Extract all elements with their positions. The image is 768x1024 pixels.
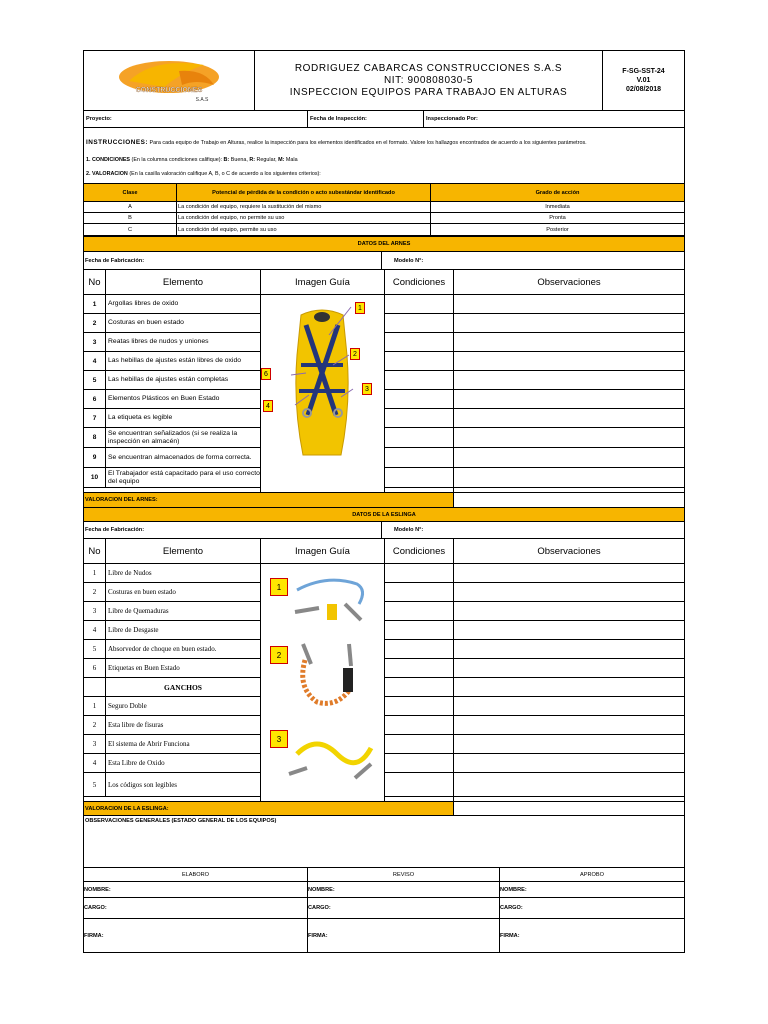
lanyard-item-number: 1: [92, 702, 97, 710]
meta-row: [84, 111, 684, 128]
grid-line: [454, 601, 684, 602]
form-version: V.01: [636, 77, 651, 84]
reviso-role-field[interactable]: CARGO:: [307, 898, 499, 918]
grid-line: [454, 734, 684, 735]
grid-line: [385, 753, 453, 754]
lanyard-item-row: [84, 735, 260, 754]
criteria-row: C La condición del equipo, permite su uso Posterior: [84, 224, 684, 237]
elaboro-signature-field[interactable]: FIRMA:: [84, 932, 104, 939]
grid-line: [385, 696, 453, 697]
conditions-legend: 1. CONDICIONES (En la columna condiciones califique): B: Buena, R: Regular, M: Mala: [86, 157, 298, 163]
lanyard-tag-1: 1: [270, 578, 288, 596]
grid-line: [454, 447, 684, 448]
lanyard-conditions-column[interactable]: [384, 564, 453, 801]
lanyard-item-number: 5: [92, 645, 97, 653]
grid-line: [454, 487, 684, 488]
lanyard-item-number: 1: [92, 569, 97, 577]
lanyard-observations-column[interactable]: [453, 564, 684, 801]
grid-line: [454, 332, 684, 333]
grid-line: [385, 332, 453, 333]
lanyard-section-title: DATOS DE LA ESLINGA: [84, 508, 684, 522]
grid-line: [454, 796, 684, 797]
harness-guide-image: [260, 295, 384, 492]
harness-valuation-row: [84, 493, 684, 508]
harness-item-number: 8: [92, 434, 97, 441]
project-field[interactable]: Proyecto:: [86, 116, 112, 122]
lanyard-fab-date-field[interactable]: Fecha de Fabricación:: [85, 527, 145, 533]
grid-line: [454, 620, 684, 621]
company-nit: NIT: 900808030-5: [383, 74, 474, 86]
grid-line: [454, 408, 684, 409]
lanyard-guide-image: [260, 564, 384, 801]
lanyard-item-number: 4: [92, 759, 97, 767]
valuation-legend: 2. VALORACION (En la casilla valoración califique A, B, o C de acuerdo a los siguientes criterios):: [86, 171, 321, 177]
harness-observations-column[interactable]: [453, 295, 684, 492]
harness-item-row: [84, 448, 260, 468]
instructions: [84, 128, 684, 184]
grid-line: [385, 639, 453, 640]
aprobo-name-field[interactable]: NOMBRE:: [499, 882, 684, 897]
harness-item-row: [84, 314, 260, 333]
harness-conditions-column[interactable]: [384, 295, 453, 492]
lanyard-item-number: 6: [92, 664, 97, 672]
grid-line: [385, 389, 453, 390]
lanyard-items: [84, 564, 684, 802]
grid-line: [454, 370, 684, 371]
criteria-row: B La condición del equipo, no permite su uso Pronta: [84, 213, 684, 224]
hooks-subheader: [84, 678, 260, 697]
lanyard-item-label: Absorvedor de choque en buen estado.: [105, 640, 260, 658]
harness-item-label: Elementos Plásticos en Buen Estado: [105, 390, 260, 408]
harness-item-row: [84, 409, 260, 428]
lanyard-table-header: No Elemento Imagen Guía Condiciones Observaciones: [84, 539, 684, 564]
harness-item-label: La etiqueta es legible: [105, 409, 260, 427]
aprobo-role-field[interactable]: CARGO:: [499, 898, 684, 918]
lanyard-item-number: 5: [92, 780, 97, 789]
harness-item-label: Se encuentran almacenados de forma correcta.: [105, 448, 260, 467]
grid-line: [454, 313, 684, 314]
inspected-by-field[interactable]: Inspeccionado Por:: [423, 111, 684, 127]
inspection-date-field[interactable]: Fecha de Inspección:: [307, 111, 423, 127]
harness-items: [84, 295, 684, 493]
criteria-row: A La condición del equipo, requiere la sustitución del mismo Inmediata: [84, 202, 684, 213]
grid-line: [454, 658, 684, 659]
lanyard-item-label: Costuras en buen estado: [105, 583, 260, 601]
harness-tag-3: 3: [362, 383, 372, 395]
harness-item-number: 5: [92, 376, 97, 384]
lanyard-model-field[interactable]: Modelo N°:: [381, 522, 684, 538]
lanyard-item-label: El sistema de Abrir Funciona: [105, 735, 260, 753]
harness-section-title: DATOS DEL ARNES: [84, 237, 684, 252]
harness-fab-row: [84, 252, 684, 270]
document-title: INSPECCION EQUIPOS PARA TRABAJO EN ALTURAS: [289, 86, 568, 98]
grid-line: [385, 658, 453, 659]
grid-line: [385, 677, 453, 678]
lanyard-fab-row: [84, 522, 684, 539]
inspection-form: [83, 50, 685, 953]
signature-role-row: [84, 898, 684, 919]
reviso-name-field[interactable]: NOMBRE:: [307, 882, 499, 897]
grid-line: [454, 639, 684, 640]
grid-line: [385, 313, 453, 314]
signature-sign-row: [84, 919, 684, 952]
harness-model-field[interactable]: Modelo N°:: [381, 252, 684, 269]
harness-item-row: [84, 428, 260, 448]
harness-item-number: 6: [92, 395, 97, 403]
svg-text:CONSTRUCCIONES: CONSTRUCCIONES: [135, 87, 203, 94]
general-observations-title: OBSERVACIONES GENERALES (ESTADO GENERAL DE LOS EQUIPOS): [85, 818, 277, 824]
grid-line: [454, 696, 684, 697]
lanyard-item-label: Libre de Nudos: [105, 564, 260, 582]
harness-item-number: 10: [90, 474, 99, 481]
grid-line: [385, 487, 453, 488]
lanyard-item-number: 3: [92, 740, 97, 748]
harness-item-number: 9: [92, 454, 97, 461]
lanyard-item-row: [84, 716, 260, 735]
harness-item-label: El Trabajador está capacitado para el uso correcto del equipo: [105, 468, 260, 487]
lanyard-item-label: Libre de Desgaste: [105, 621, 260, 639]
company-name: RODRIGUEZ CABARCAS CONSTRUCCIONES S.A.S: [294, 62, 563, 74]
grid-line: [385, 734, 453, 735]
grid-line: [385, 715, 453, 716]
lanyard-item-row: [84, 754, 260, 773]
lanyard-valuation-field[interactable]: [453, 802, 684, 815]
harness-item-label: Costuras en buen estado: [105, 314, 260, 332]
lanyard-item-row: [84, 564, 260, 583]
grid-line: [454, 677, 684, 678]
lanyard-item-row: [84, 773, 260, 797]
lanyard-item-label: Esta libre de fisuras: [105, 716, 260, 734]
lanyard-item-number: 3: [92, 607, 97, 615]
elaboro-name-field[interactable]: NOMBRE:: [84, 886, 111, 893]
lanyard-item-row: [84, 602, 260, 621]
grid-line: [454, 351, 684, 352]
harness-valuation-field[interactable]: [453, 493, 684, 507]
lanyard-item-row: [84, 640, 260, 659]
company-logo: [84, 51, 254, 110]
lanyard-item-number: 2: [92, 588, 97, 596]
harness-tag-4: 4: [263, 400, 273, 412]
grid-line: [385, 408, 453, 409]
lanyard-valuation-row: [84, 802, 684, 816]
hooks-title: GANCHOS: [105, 678, 260, 696]
lanyard-item-label: Los códigos son legibles: [105, 773, 260, 796]
svg-text:S.A.S: S.A.S: [195, 97, 209, 103]
harness-item-number: 1: [92, 300, 97, 308]
harness-item-number: 3: [92, 338, 97, 346]
harness-item-row: [84, 371, 260, 390]
grid-line: [385, 582, 453, 583]
criteria-header: Clase Potencial de pérdida de la condición o acto subestándar identificado Grado de acción: [84, 184, 684, 202]
lanyard-item-number: 4: [92, 626, 97, 634]
grid-line: [385, 427, 453, 428]
harness-item-number: 7: [92, 414, 97, 422]
lanyard-item-label: Seguro Doble: [105, 697, 260, 715]
grid-line: [385, 370, 453, 371]
signature-name-row: [84, 882, 684, 898]
grid-line: [454, 389, 684, 390]
lanyard-item-row: [84, 659, 260, 678]
harness-item-label: Las hebillas de ajustes están libres de oxido: [105, 352, 260, 370]
harness-item-label: Reatas libres de nudos y uniones: [105, 333, 260, 351]
aprobo-signature-field[interactable]: FIRMA:: [499, 919, 684, 952]
form-header: [84, 51, 684, 111]
grid-line: [454, 427, 684, 428]
grid-line: [385, 620, 453, 621]
harness-item-label: Se encuentran señalizados (si se realiza la inspección en almacén): [105, 428, 260, 447]
form-date: 02/08/2018: [625, 86, 662, 93]
harness-item-row: [84, 295, 260, 314]
harness-valuation-label: VALORACION DEL ARNES:: [84, 493, 453, 507]
lanyard-item-label: Libre de Quemaduras: [105, 602, 260, 620]
harness-tag-2: 2: [350, 348, 360, 360]
harness-item-label: Argollas libres de oxido: [105, 295, 260, 313]
harness-item-number: 4: [92, 357, 97, 365]
harness-item-row: [84, 352, 260, 371]
lanyard-item-row: [84, 621, 260, 640]
form-code: F-SG-SST-24: [622, 68, 665, 75]
grid-line: [385, 772, 453, 773]
grid-line: [454, 772, 684, 773]
grid-line: [385, 467, 453, 468]
reviso-signature-field[interactable]: FIRMA:: [307, 919, 499, 952]
instructions-text: Para cada equipo de Trabajo en Alturas, realice la inspección para los elementos identificados en el formato. Valore los hallazgos encontrados de acuerdo a los siguientes parámetros.: [149, 140, 587, 146]
harness-tag-6: 6: [261, 368, 271, 380]
elaboro-role-field[interactable]: CARGO:: [84, 905, 107, 911]
lanyard-item-row: [84, 697, 260, 716]
harness-item-row: [84, 390, 260, 409]
harness-fab-date-field[interactable]: Fecha de Fabricación:: [85, 257, 145, 264]
grid-line: [385, 351, 453, 352]
lanyard-valuation-label: VALORACION DE LA ESLINGA:: [84, 802, 453, 815]
grid-line: [454, 715, 684, 716]
harness-item-label: Las hebillas de ajustes están completas: [105, 371, 260, 389]
instructions-title: INSTRUCCIONES:: [86, 139, 149, 146]
lanyard-tag-2: 2: [270, 646, 288, 664]
lanyard-item-row: [84, 583, 260, 602]
grid-line: [454, 582, 684, 583]
grid-line: [385, 601, 453, 602]
harness-item-row: [84, 333, 260, 352]
lanyard-tag-3: 3: [270, 730, 288, 748]
harness-item-row: [84, 468, 260, 488]
grid-line: [385, 796, 453, 797]
lanyard-item-number: 2: [92, 721, 97, 729]
grid-line: [385, 447, 453, 448]
signature-header: ELABORO REVISO APROBO: [84, 868, 684, 882]
grid-line: [454, 467, 684, 468]
harness-table-header: No Elemento Imagen Guía Condiciones Observaciones: [84, 270, 684, 295]
harness-item-number: 2: [92, 319, 97, 327]
lanyard-item-label: Esta Libre de Oxido: [105, 754, 260, 772]
harness-tag-1: 1: [355, 302, 365, 314]
general-observations[interactable]: [84, 816, 684, 868]
lanyard-item-label: Etiquetas en Buen Estado: [105, 659, 260, 677]
grid-line: [454, 753, 684, 754]
